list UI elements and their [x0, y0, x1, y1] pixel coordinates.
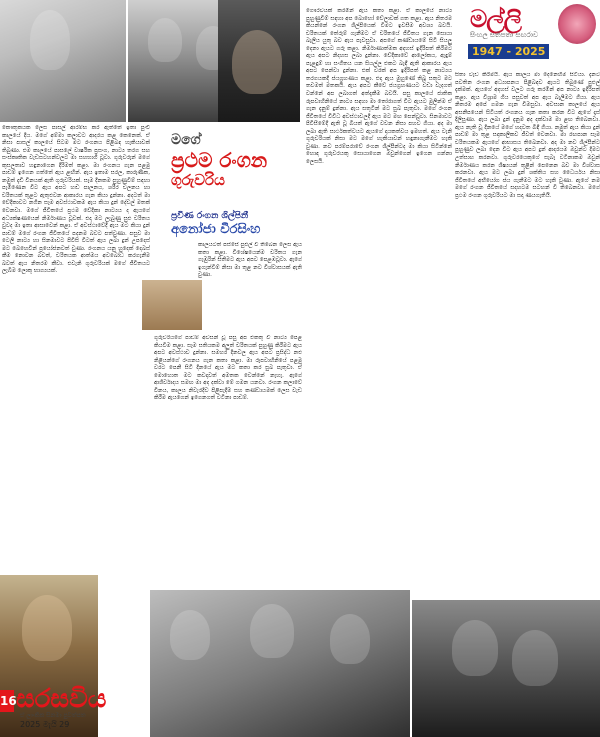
byline	[171, 210, 301, 237]
author-portrait	[141, 279, 203, 331]
masthead	[462, 0, 600, 66]
article-headline	[171, 132, 301, 189]
article-column-4: සිතා වැඩ කිරීමයි. ඇය කාලය මා දෙනෙහිම සිටියා. දැනට පවතින රංගන අධ්‍යාපනය පිළිබඳව ඇයට තිබුණේ පුළුල් දැක්මක්. ඇයගේ අදහස් වලට ගරු කරමින් අප නාට්‍ය ඉදිරිපත් කළා. ඇය විශ්‍රාම ගිය පසුවත් අප ඇය බැලීමට ගියා. ඇය නිතරම අපේ ගමන ගැන විමසුවා. අවසාන කාලයේ ඇය අසනීපයෙන් සිටියත් රංගනය ගැන කතා කරන විට ඇගේ දෑස් දිලිසුණා. ඇය ලබා දුන් දැනුම අද දක්වාම මා ළඟ තිබෙනවා. ඇය නැති වූ දිනයේ මගේ හදවත බිඳී ගියා. නමුත් ඇය කියා දුන් පාඩම් මා තුළ සදාකාලිකව ජීවත් වෙනවා. මා රඟපාන සෑම චරිතයකම ඇයගේ ආභාසය තිබෙනවා. අද මා නව ශිල්පීන්ට පුහුණුව ලබා දෙන විට ඇය අපට දුන් ආදරයම ඔවුන්ට දීමට උත්සාහ කරනවා. ගුරුවරයෙකුගේ සැබෑ වටිනාකම ඔවුන් නිර්මාණය කරන ශිෂ්‍යයන් තුළින් පෙනෙන බව මා විශ්වාස කරනවා. ඇය මට ලබා දුන් ශක්තිය සහ ධෛර්යය නිසා ජීවිතයේ අභියෝග ජය ගැනීමට මට හැකි වුණා. ඇගේ නම මගේ රංගන ජීවිතයේ සදහටම සටහන් වී තිබෙනවා. මගේ ප්‍රථම රංගන ගුරුවරියට මා සදා ණයගැතියි.	[455, 72, 600, 199]
photo-portrait-closeup	[218, 0, 300, 122]
footer-subtitle: ඒ ලාංකික සිනමා පුවත්පත	[20, 712, 86, 719]
article-column-2-top: කාලයටත් පස්සේ පුළුල් වී තිබෙන ලෙස ඇය කතා කළා. විශේෂයෙන්ම චරිතය ගැන ගැඹුරින් සිතීමට ඇය අපව පෙළඹවූවා. ඇගේ ඉගැන්වීම් නිසා මා තුළ නව විශ්වාසයක් ඇති වුණා.	[198, 242, 302, 279]
headline-line3: ගුරුවරිය	[171, 171, 225, 189]
footer-brand: සරසවිය	[16, 684, 107, 714]
photo-film-scene-group	[150, 590, 410, 737]
masthead-years: 1947 - 2025	[468, 44, 549, 59]
photo-nun-scene	[0, 0, 126, 122]
rose-logo-icon	[558, 4, 596, 44]
article-column-1: කෞතුකයක ලෙස පාසල් ආරම්භ කර ඇත්තේ ඉතා පුංචි කාලයේ දීය. මගේ අම්මා කලාවට ආදරය කළ කෙනෙක්. ඒ නිසා පාසල් කාලයේ සිටම මට රංගනය පිළිබඳ හැකියාවක් තිබුණා. එම කාලයේ පාසලේ වාර්ෂික ප්‍රසංග, නාට්‍ය තරග සහ සංස්කෘතික වැඩසටහන්වලට මා සහභාගී වූවා. ගුරුවරුන් මගේ කුසලතාව හඳුනාගෙන දිරිමත් කළා. මා රංගනය ගැන පළමු පාඩම් ඉගෙන ගත්තේ ඇය ළඟින්. ඇය ඉතාම සරල, කාරුණික, නමුත් දැඩි විනයක් ඇති ගුරුවරියක්. සෑම දිනකම පුහුණුවීම් සඳහා පැමිණෙන විට ඇය අපට හඬ පාලනය, ශරීර චලනය හා චරිතයක් තුළට ඇතුළුවන ආකාරය ගැන කියා දුන්නා. අදටත් මා වේදිකාවට නගින සෑම අවස්ථාවකම ඇය කියා දුන් දේවල් මතක් වෙනවා. මගේ ජීවිතයේ ප්‍රථම වේදිකා නාට්‍යය ද ඇයගේ අධ්‍යක්ෂණයෙන් නිර්මාණය වූවක්. එදා මට ලැබුණු සුළු චරිතය වුවද මා ඉතා ආසාවෙන් කළා. ඒ අවස්ථාවේදී ඇය මට කියා දුන් පාඩම් මගේ රංගන ජීවිතයේ පදනම බවට පත්වුණා. පසුව මා ටෙලි නාට්‍ය හා සිනමාවට පිවිසි විටත් ඇය ලබා දුන් උපදෙස් මට බෙහෙවින් ප්‍රයෝජනවත් වුණා. රංගනය යනු හුදෙක් දෙබස් කීම නොවන බවත්, චරිතයක ආත්මය අවබෝධ කරගැනීම බවත් ඇය නිතරම කීවා. එවැනි ගුරුවරියක් මගේ ජීවිතයට ලැබීම ලොකු භාග්‍යයක්.	[2, 125, 150, 275]
headline-line1: මගේ	[171, 132, 201, 148]
headline-line2: ප්‍රථම රංගන	[171, 148, 268, 172]
page-number: 16	[0, 690, 14, 712]
article-column-2: ගුරුවරියගේ පාඩම් අවසන් වූ පසු අප එකතු වී නාට්‍ය පෙළ කියවීම කළා. සෑම සතියකම අලුත් චරිතයක් පුහුණු කිරීමට ඇය අපට අවස්ථාව දුන්නා. සමහර දිනවල ඇය අපට ප්‍රසිද්ධ නළු නිළියන්ගේ රංගනය ගැන කතා කළා. මා රූපවාහිනියේ පළමු වරට පෙනී සිටි දිනයේ ඇය මට කතා කර සුබ පැතුවා. ඒ මොහොත මට කවදාවත් අමතක වෙන්නේ නැහැ. ඇගේ ආශීර්වාදය සමඟ මා අද දක්වා මේ ගමන යනවා. රංගන කලාවේ විනය, කාලය නිවැරදිව පිළිපැදීම සහ කණ්ඩායමක් ලෙස වැඩ කිරීම ඇයගෙන් ඉගෙනගත් වටිනා පාඩම්.	[154, 335, 302, 402]
masthead-brand: මල්ලි	[470, 4, 521, 33]
byline-name: අනෝජා වීරසිංහ	[171, 222, 261, 237]
masthead-tagline: සිංහල සතිපතා සඟරාව	[470, 31, 539, 39]
photo-film-scene-embrace	[412, 600, 600, 737]
footer-date: 2025 මැයි 29	[20, 720, 70, 729]
article-column-3: ගෞරවයක් කරමින් ඇය කතා කළා. ඒ කාලයේ නාට්‍ය පුහුණුවීම් සඳහා අප බොහෝ වේලාවක් ගත කළා. ඇය නිතරම කියන්නේ රංගන ශිල්පියෙක් වීමට ඉවසීම අවශ්‍ය බවයි. චරිතයක් තේරුම් ගැනීමට ඒ චරිතයේ ජීවිතය ගැන සොයා බැලිය යුතු බව ඇය පැවසුවා. අපගේ කණ්ඩායමේ සිටි සියලු දෙනා ඇයට ගරු කළා. නිර්මාණාත්මක අදහස් ඉදිරිපත් කිරීමට ඇය අපට නිදහස ලබා දුන්නා. වේදිකාවේ ආලෝකය, ඇඳුම් පැළඳුම් හා සංගීතය යන සියල්ල එකට බැඳී ඇති ආකාරය ඇය අපට පෙන්වා දුන්නා. එක් වරක් අප ඉදිරිපත් කළ නාට්‍යය තරගයකදී ජයග්‍රහණය කළා. එදා ඇය මුහුණේ තිබූ සතුට මට තවමත් මතකයි. ඇය අපට කීවේ ජයග්‍රහණයට වඩා වැදගත් වන්නේ අප ලබාගත් අත්දැකීම බවයි. පසු කාලයේ ජාතික රූපවාහිනියේ නාට්‍ය සඳහා මා තෝරාගත් විට ඇයට මුලින්ම ඒ ගැන දැනුම් දුන්නා. ඇය සතුටින් මට සුබ පැතුවා. මගේ රංගන ජීවිතයේ විවිධ අවස්ථාවලදී ඇය මට මඟ පෙන්වූවා. සිනමාවට පිවිසීමේදී ඇති වූ බියත් ඇගේ වචන නිසා පහව ගියා. අද මා ලබා ඇති සාර්ථකත්වයට ඇයගේ දායකත්වය ඉමහත්. ඇය වැනි ගුරුවරියක් නිසා මට මගේ හැකියාවන් හඳුනාගැනීමට හැකි වුණා. නව පරම්පරාවේ රංගන ශිල්පීන්ටද මා කියා සිටින්නේ හොඳ ගුරුවරයකු සොයාගෙන ඔවුන්ගෙන් ඉගෙන ගන්නා ලෙසයි.	[306, 8, 452, 165]
byline-subtitle: ප්‍රවීණ රංගන ශිල්පිනී	[171, 211, 249, 221]
